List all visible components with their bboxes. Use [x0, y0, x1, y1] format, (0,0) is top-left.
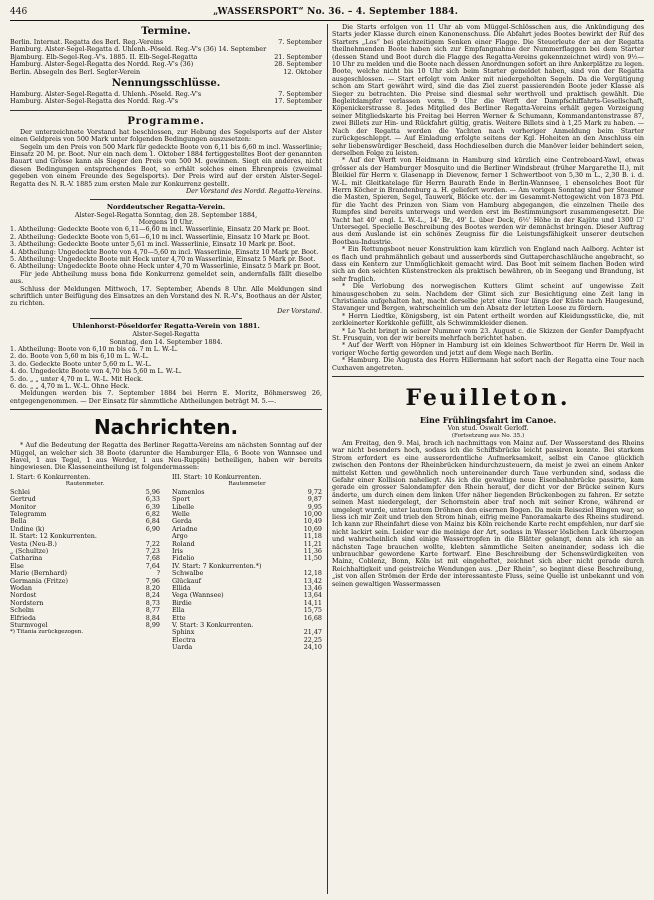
unit-label: Rautenmeter [228, 481, 266, 488]
boat-name: Germania (Fritze) [10, 576, 69, 585]
story-paragraph: Am Freitag, den 9. Mai, brach ich nachmittags von Mainz auf. Der Wasserstand des Rheins war nicht besonders hoch, sodass ich die Schiffsbrücke leicht passiren konnte. Bei starkem Strom erfordert es eine ausserordentliche Aufmerksamkeit, selbst ein Canoe glücklich zwischen den Pontons der Rheinbrücken hindurchzusteuern, da meist je zwei an einem Anker mittelst Ketten und gewöhnlich noch untereinander durch Taue verbunden sind, sodass die Gefahr einer Kollision naheliegt. Als ich die gewaltige neue Eisenbahnbrücke passirte, kam gerade ein grosser Salondampfer den Rhein herauf, der dicht vor der Brücke seinen Kurs änderte, um durch einen dem linken Ufer näher liegenden Brückenbogen zu fahren. Er setzte seinen Mast niedergelegt, der Schornstein aber traf noch mit seiner Krone, während er umgelegt wurde, unter lautem Dröhnen den eisernen Bogen. Da mein Reiseziel Bingen war, so liess ich mir Zeit und trieb den Strom hinab, eifrig meine Panoramakarte des Rheins studirend. Ich kann zur Rheinfahrt diese von Mainz bis Köln reichende Karte recht empfehlen, nur darf sie nicht lackirt sein. Leider war die meinige der Art, sodass in Wasser löslichen Lack überzogen und wahrscheinlich sind einige Wassertropfen in die Blätter gelangt, denn als ich sie an nächsten Tage brauchen wollte, klebten sämmtliche Seiten aneinander, sodass ich die unbrauchbar gewordene Karte fortwarf. Eine Beschreibung der Schenswürdigkeiten von Mainz, Coblenz, Bonn, Köln ist mit eingeheftet, zeichnet sich aber nicht gerade durch Reichhaltigkeit und geistreiche Wendungen aus. „Der Rhein“, so beginnt diese Beschreibung, „ist von allen Strömen der Erde der interessanteste Fluss, seine Quelle ist unbekannt und von seinen gewaltigen Wassermassen [332, 438, 644, 588]
news-paragraph: * Die Verlobung des norwegischen Kutters Glimt scheint auf ungewisse Zeit hinausgeschoben zu sein. Nachdem der Glimt sich zur Besichtigung eine Zeit lang in Christiania aufgehalten hat, macht derselbe jetzt eine Tour längs der Küste nach Haugesund, Stavanger und Bergen, wahrscheinlich um den Absatz der letzten Loose zu fördern. [332, 282, 644, 313]
termine-row [10, 69, 322, 76]
boat-value: 10,49 [303, 517, 322, 526]
boat-name: Wodan [10, 583, 32, 592]
boat-value: 5,96 [145, 487, 160, 496]
nennung-row-value: 7. September [278, 90, 322, 99]
boat-value: 16,68 [303, 613, 322, 622]
division-item: 3. Abtheilung: Gedeckte Boote unter 5,61 m incl. Wasserlinie, Einsatz 10 Mark pr. Boot. [10, 240, 296, 249]
boat-name: Iris [172, 546, 183, 555]
boat-value: 7,96 [145, 576, 160, 585]
boat-name: Monitor [10, 502, 37, 511]
result-row [10, 511, 160, 518]
boat-value: 11,18 [303, 532, 322, 541]
divider [10, 110, 322, 111]
boat-value: 8,73 [145, 598, 160, 607]
boat-name: Vesta (Neu-B.) [10, 539, 57, 548]
boat-name: Sphinx [172, 628, 195, 637]
results-column-right [172, 474, 322, 652]
result-row [172, 600, 322, 607]
page-number: 446 [10, 7, 28, 17]
result-row [172, 496, 322, 503]
boat-value: 21,47 [303, 628, 322, 637]
start-heading: III. Start: 10 Konkurrenten. [172, 472, 262, 481]
termine-row-value: 12. Oktober [283, 67, 322, 76]
news-paragraph: Die Starts erfolgen von 11 Uhr ab vom Müggel-Schlösschen aus, die Ankündigung des Starts jeder Klasse durch einen Kanonenschuss. Die Abfahrt jedes Bootes bewirkt der Ruf des Starters „Los“ bei gleichzeitigem Senken einer Flagge. Die Steuerleute der an der Regatta theilnehmenden Boote haben sich zur Empfangnahme der Nummerflaggen bei dem Starter (dessen Stand und Boot durch die Flagge des Regatta-Vereins gekennzeichnet wird) von 9½—10 Uhr zu melden und die Boote nach dessen Anordnungen sofort an ihre Ankerplätze zu legen. Boote, welche nicht bis 10 Uhr sich beim Starter gemeldet haben, sind von der Regatta ausgeschlossen. — Start erfolgt vom Anker mit niedergeholten Segeln. Da die Vergütigung schon am Start gewährt wird, sind die das Ziel zuerst passierenden Boote jeder Klasse als Sieger zu betrachten. Die Preise sind diesmal sehr werthvoll und praktisch gewählt. Die Begleitdampfer verlassen vorm. 9 Uhr die Werft der Dampfschiffahrts-Gesellschaft, Köpenickerstrasse 8. Jedes Mitglied des Berliner Regatta-Vereins erhält gegen Vorzeigung seiner Mitgliedskarte bis Freitag bei Herren Werner & Schumann, Kommandantenstrasse 87, zwei Billets zur Hin- und Rückfahrt gültig, gratis. Weitere Billets sind à 1,25 Mark zu haben. — Nach der Regatta werden die Yachten nach vorheriger Anmeldung beim Starter zurückgeschleppt. — Auf Einladung erfolgte seitens der Kgl. Hoheiten an den Anschluss ein sehr liebenswürdiger Bescheid, dass Hochdieselben durch die Manöver leider behindert seien, derselben Folge zu leisten. [332, 24, 644, 157]
termine-row-label: Hamburg. Alster-Segel-Regatta des Nordd. Reg.-V's (36) [10, 60, 194, 69]
boat-value: 7,64 [145, 561, 160, 570]
boat-name: Else [10, 561, 24, 570]
start-heading: IV. Start: 7 Konkurrenten.*) [172, 561, 262, 570]
termine-row-label: Berlin. Internat. Regatta des Berl. Reg.-Vereins [10, 38, 164, 46]
boat-name: Marie (Bernhard) [10, 569, 67, 578]
boat-name: Gertrud [10, 495, 36, 504]
result-row [172, 489, 322, 496]
story-continuation: (Fortsetzung aus No. 35.) [451, 432, 525, 439]
boat-name: Welle [172, 509, 190, 518]
class-results [10, 474, 322, 652]
termine-row-value: 21. September [274, 52, 322, 61]
start-heading: I. Start: 6 Konkurrenten. [10, 472, 91, 481]
nennung-heading: Nennungsschlüsse. [111, 78, 221, 90]
uhlen-date: Sonntag, den 14. September 1884. [109, 337, 223, 346]
footnote: *) Titania zurückgezogen. [10, 629, 84, 636]
nordd-division-list [10, 226, 322, 270]
boat-name: Telegramm [10, 509, 47, 518]
boat-name: Glückauf [172, 576, 202, 585]
boat-value: 12,18 [303, 569, 322, 578]
boat-value: 13,42 [303, 576, 322, 585]
division-item: 1. Abtheilung: Gedeckte Boote von 6,11—6,60 m incl. Wasserlinie, Einsatz 20 Mark pr. Boot. [10, 225, 310, 234]
boat-name: Ariadne [172, 524, 198, 533]
boat-value: 8,77 [145, 606, 160, 615]
nordd-signature: Der Vorstand. [277, 306, 322, 315]
boat-name: Namenlos [172, 487, 205, 496]
result-row [172, 504, 322, 511]
termine-heading: Termine. [141, 26, 191, 37]
nachrichten-heading: Nachrichten. [93, 415, 239, 440]
result-row [172, 511, 322, 518]
result-row [172, 607, 322, 614]
result-row [10, 555, 160, 562]
uhlen-heading: Uhlenhorst-Pöseldorfer Regatta-Verein von 1881. [72, 322, 260, 331]
masthead-title: „WASSERSPORT“ No. 36. – 4. September 1884. [213, 7, 459, 17]
story-author: Von stud. Oswalt Gerloff. [447, 424, 529, 433]
division-item: 2. do. Boote von 5,60 m bis 6,10 m L. W.-L. [10, 352, 149, 361]
boat-value: 10,69 [303, 524, 322, 533]
divider [10, 409, 322, 410]
boat-name: Catharina [10, 554, 43, 563]
boat-value: 6,90 [145, 524, 160, 533]
division-item: 6. Abtheilung: Ungedeckte Boote ohne Heck unter 4,70 m Wasserlinie, Einsatz 5 Mark pr. Boot. [10, 262, 321, 271]
division-item: 4. Abtheilung: Ungedeckte Boote von 4,70—5,60 m incl. Wasserlinie, Einsatz 10 Mark pr. Boot. [10, 247, 319, 256]
programme-signature: Der Vorstand des Nordd. Regatta-Vereins. [186, 187, 322, 196]
boat-value: 7,22 [145, 539, 160, 548]
boat-name: Gerda [172, 517, 192, 526]
boat-value: 8,20 [145, 583, 160, 592]
boat-value: ? [156, 569, 160, 578]
news-paragraph: * Herrn Liedtke, Königsberg, ist ein Patent ertheilt worden auf Kleidungsstücke, die, mit zerkleinerter Korkkohle gefüllt, als Schwimmkleider dienen. [332, 311, 644, 328]
nordd-paragraph: Schluss der Meldungen Mittwoch, 17. September, Abends 8 Uhr. Alle Meldungen sind schriftlich unter Beifügung des Einsatzes an den Vorstand des N. R.-V's, Boothaus an der Alster, zu richten. [10, 284, 322, 308]
divider [90, 318, 242, 319]
division-item: 5. Abtheilung: Ungedeckte Boote mit Heck unter 4,70 m Wasserlinie, Einsatz 5 Mark pr. Boot. [10, 254, 316, 263]
result-row [172, 578, 322, 585]
boat-value: 7,23 [145, 546, 160, 555]
programme-heading: Programme. [127, 115, 205, 127]
boat-name: Elfrieda [10, 613, 36, 622]
news-paragraph: * Le Yacht bringt in seiner Nummer vom 23. August c. die Skizzen der Genfer Dampfyacht St. Frusquin, von der wir bereits mehrfach berichtet haben. [332, 326, 644, 343]
boat-name: Electra [172, 635, 196, 644]
division-item: 1. Abtheilung: Boote von 6,10 m bis ca. 7 m L. W.-L. [10, 345, 178, 353]
boat-name: Nordstern [10, 598, 44, 607]
uhlen-paragraph: Meldungen werden bis 7. September 1884 bei Herrn E. Moritz, Böhmersweg 26, entgegengenommen. — Der Einsatz für sämmtliche Abtheilungen beträgt M. 5.—. [10, 389, 322, 405]
divider [332, 376, 644, 377]
boat-value: 6,84 [145, 517, 160, 526]
result-row [10, 578, 160, 585]
boat-value: 9,95 [307, 502, 322, 511]
nennung-row-label: Hamburg. Alster-Segel-Regatta d. Uhlenh.-Pöseld. Reg.-V's [10, 90, 202, 99]
boat-name: Nordost [10, 591, 37, 600]
boat-name: Fidelio [172, 554, 195, 563]
boat-value: 15,75 [303, 606, 322, 615]
boat-value: 8,84 [145, 613, 160, 622]
boat-value: 7,68 [145, 554, 160, 563]
divider [90, 199, 242, 200]
termine-row-label: Hamburg. Alster-Segel-Regatta d. Uhlenh.-Pöseld. Reg.-V's (36) 14. September [10, 45, 267, 54]
boat-name: Bella [10, 517, 27, 526]
boat-value: 8,99 [145, 621, 160, 629]
start-heading: V. Start: 3 Konkurrenten. [172, 621, 254, 629]
boat-name: Schwalbe [172, 569, 204, 578]
unit-label: Rautenmeter. [65, 481, 105, 488]
nennung-row-value: 17. September [274, 97, 322, 106]
boat-name: Sturmvogel [10, 621, 48, 629]
column-divider [327, 24, 328, 894]
boat-value: 22,25 [303, 635, 322, 644]
news-paragraph: * Hamburg. Die Augusta des Herrn Hillermann hat sofort nach der Regatta eine Tour nach Cuxhaven angetreten. [332, 356, 644, 372]
boat-value: 6,33 [145, 495, 160, 504]
boat-name: Sport [172, 495, 190, 504]
boat-name: Birdie [172, 598, 192, 607]
result-row [172, 644, 322, 651]
feuilleton-heading: Feuilleton. [405, 385, 571, 412]
division-item: 4. do. Ungedeckte Boote von 4,70 bis 5,60 m L. W.-L. [10, 367, 182, 376]
boat-value: 11,36 [303, 546, 322, 555]
boat-value: 10,00 [303, 509, 322, 518]
boat-value: 9,72 [307, 487, 322, 496]
result-row [172, 592, 322, 599]
boat-name: „ (Schultze) [10, 546, 49, 555]
boat-name: Vega (Wannsee) [172, 591, 224, 600]
boat-value: 9,87 [307, 495, 322, 504]
results-column-left [10, 474, 160, 652]
boat-name: Ella [172, 606, 185, 615]
nordd-heading: Norddeutscher Regatta-Verein. [106, 202, 226, 211]
boat-name: Ette [172, 613, 186, 622]
nennung-list [10, 91, 322, 106]
nordd-time: Morgens 10 Uhr. [138, 217, 194, 226]
right-column [332, 24, 644, 894]
boat-name: Libelle [172, 502, 195, 511]
boat-value: 11,21 [303, 539, 322, 548]
programme-paragraph: Der unterzeichnete Vorstand hat beschlossen, zur Hebung des Segelsports auf der Alster einen Geldpreis von 500 Mark unter folgenden Bedingungen auszusetzen: [10, 127, 322, 144]
nennung-row [10, 98, 322, 105]
boat-name: Schelm [10, 606, 34, 615]
boat-value: 13,64 [303, 591, 322, 600]
termine-row-value: 28. September [274, 60, 322, 69]
boat-value: 6,39 [145, 502, 160, 511]
result-row [172, 526, 322, 533]
nordd-subtitle: Alster-Segel-Regatta Sonntag, den 28. September 1884, [74, 210, 258, 219]
boat-name: Roland [172, 539, 195, 548]
nennung-row-label: Hamburg. Alster-Segel-Regatta des Nordd. Reg.-V's [10, 97, 179, 106]
nordd-paragraph: Für jede Abtheilung muss bona fide Konkurrenz gemeldet sein, andernfalls fällt dieselbe aus. [10, 269, 322, 286]
division-item: 3. do. Gedeckte Boote unter 5,60 m L. W.-L. [10, 359, 152, 368]
uhlen-subtitle: Alster-Segel-Regatta [132, 330, 200, 339]
programme-paragraph: Segeln um den Preis von 500 Mark für gedeckte Boote von 6,11 bis 6,60 m incl. Wasserlinie; Einsatz 20 M. pr. Boot. Nur ein nach dem 1. Oktober 1884 fertiggestelltes Boot der genannten Bauart und Grösse kann als Sieger den Preis von 500 M. gewinnen. Siegt ein anderes, nicht diesen Bedingungen entsprechendes Boot, so erhält solches einen Ehrenpreis (zweimal gegeben von einem Freunde des Segelsports). Der Preis wird auf der ersten Alster-Segel-Regatta des N. R.-V. 1885 zum ersten Male zur Konkurrenz gestellt. [10, 142, 322, 188]
boat-name: Argo [172, 532, 188, 541]
boat-value: 14,11 [303, 598, 322, 607]
division-item: 2. Abtheilung: Gedeckte Boote von 5,61—6,10 m incl. Wasserlinie, Einsatz 10 Mark pr. Boot. [10, 232, 310, 241]
news-paragraph: * Ein Rettungsboot neuer Konstruktion kam kürzlich von England nach Aalborg. Achter ist es flach und prahmähnlich gebaut und ausserbords sind Guttaperchaschläuche angebracht, so dass ein Kentern zur Unmöglichkeit gemacht wird. Das Boot mit seinem flachen Boden wird sich an den seichten Küstenstrecken als praktisch bewähren, ob in Seegang und Brandung, ist sehr fraglich. [332, 245, 644, 283]
left-column [10, 24, 322, 894]
division-item: 6. do. „ „ 4,70 m L. W.-L. Ohne Heck. [10, 382, 130, 391]
termine-row-value: 7. September [278, 38, 322, 46]
termine-list [10, 39, 322, 76]
boat-name: Ellida [172, 583, 191, 592]
news-paragraph: * Auf der Werft von Höpner in Hamburg ist ein kleines Schwertboot für Herrn Dr. Weil in voriger Woche fertig geworden und jetzt auf dem Wege nach Berlin. [332, 341, 644, 357]
boat-value: 11,50 [303, 554, 322, 563]
termine-row-label: Berlin. Absegeln des Berl. Segler-Verein [10, 67, 141, 76]
boat-value: 6,82 [145, 509, 160, 518]
result-row [172, 548, 322, 555]
boat-value: 24,10 [303, 643, 322, 652]
division-item: 5. do. „ „ unter 4,70 m L. W.-L. Mit Heck. [10, 374, 144, 383]
start-heading: II. Start: 12 Konkurrenten. [10, 532, 97, 541]
page-header [10, 6, 644, 21]
story-title: Eine Frühlingsfahrt im Canoe. [419, 415, 557, 426]
news-paragraph: * Auf der Werft von Heidmann in Hamburg sind kürzlich eine Centreboard-Yawl, etwas grösser als der Hamburger Mosquito und die Berliner Windsbraut (früher Margarethe II.), mit Bleikiel für Herrn v. Glasenapp in Dievenow, ferner 1 Schwertboot von 5,30 m L., 2,30 B. i. d. W.-L. mit Gleitkatelage für Herrn Baurath Ende in Berlin-Wannsee, 1 ebensolches Boot für Herrn Köcher in Brandenburg a. H. geliefert worden. — Am vorigen Sonntag sind per Steamer die Masten, Spieren, Segel, Tauwerk, Blöcke etc. der im Gesammt-Nettogewicht von 1873 Pfd. für die Yacht des Prinzen von Siam von Hamburg abgegangen, die einzelnen Theile des Rumpfes sind bereits unterwegs und werden erst im Bestimmungsort zusammengesetzt. Die Yacht hat 40' engl. L. W.-L., 14' Br., 49' L. über Deck, 6½' Höhe in der Kajüte und 1300 ☐' Untersegel. Specielle Beschreibung des Bootes werden wir demnächst bringen. Dieser Auftrag aus dem Auslande ist ein schönes Zeugniss für die Leistungsfähigkeit unserer deutschen Bootbau-Industrie. [332, 156, 644, 246]
termine-row-label: Bjamburg. Elb-Segel-Reg.-V's. 1885. II. Elb-Segel-Regatta [10, 52, 198, 61]
nachrichten-paragraph: * Auf die Bedeutung der Regatta des Berliner Regatta-Vereins am nächsten Sonntag auf der Müggel, an welcher sich 38 Boote (darunter die Hamburger Ella, 6 Boote von Wannsee und Havel, 1 aus Tegel, 1 aus Werder, 1 aus Neu-Ruppin) betheiligen, haben wir bereits hingewiesen. Die Klasseneintheilung ist folgendermassen: [10, 441, 322, 472]
boat-name: Undine (k) [10, 524, 45, 533]
result-row [172, 541, 322, 548]
boat-value: 13,46 [303, 583, 322, 592]
result-row [172, 637, 322, 644]
boat-value: 8,24 [145, 591, 160, 600]
boat-name: Schlei [10, 487, 30, 496]
boat-name: Uarda [172, 643, 193, 652]
uhlen-division-list [10, 346, 322, 390]
